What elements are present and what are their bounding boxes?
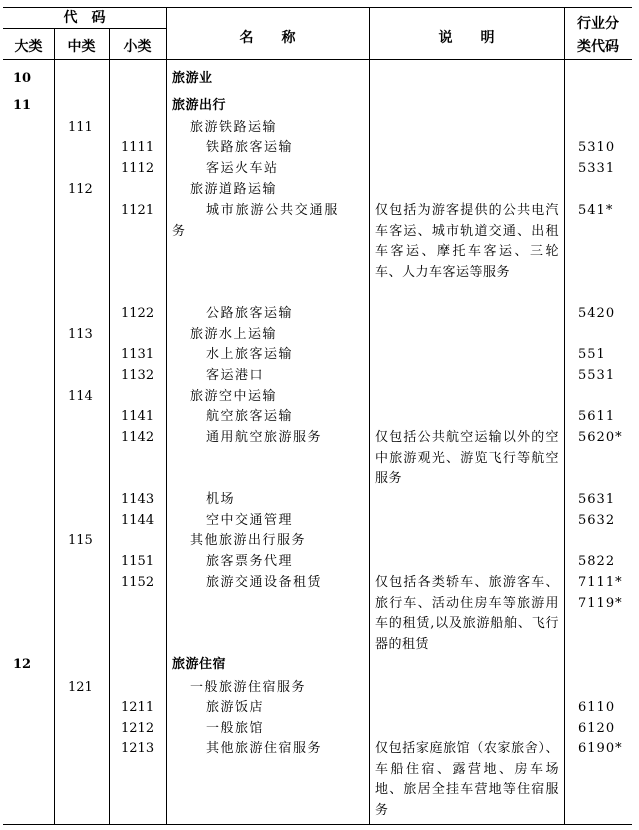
minor-code: 1132 [121, 368, 155, 383]
item-name: 旅游铁路运输 [190, 120, 278, 135]
industry-code: 5620* [578, 430, 623, 445]
industry-code: 5631 [578, 492, 616, 507]
major-code: 11 [13, 98, 32, 113]
industry-code: 5420 [578, 306, 616, 321]
header-major: 大类 [14, 39, 43, 55]
item-name: 旅游业 [172, 71, 213, 86]
middle-code: 112 [68, 182, 93, 197]
minor-code: 1141 [121, 409, 155, 424]
middle-code: 111 [68, 120, 93, 135]
middle-code: 114 [68, 389, 93, 404]
header-desc: 说 明 [438, 30, 495, 46]
item-name: 旅游道路运输 [190, 182, 278, 197]
item-name: 一般旅馆 [206, 721, 265, 736]
industry-code: 5632 [578, 513, 616, 528]
major-code: 10 [13, 71, 32, 86]
item-name: 其他旅游出行服务 [190, 533, 307, 548]
code-header-divider [3, 28, 166, 29]
item-name: 客运港口 [206, 368, 265, 383]
item-name: 旅游交通设备租赁 [206, 575, 323, 590]
industry-code: 6110 [578, 700, 616, 715]
minor-code: 1151 [121, 554, 155, 569]
industry-code: 541* [578, 203, 614, 218]
industry-code: 551 [578, 347, 606, 362]
item-name: 旅游住宿 [172, 657, 227, 672]
minor-code: 1112 [121, 161, 155, 176]
item-name: 通用航空旅游服务 [206, 430, 323, 445]
header-industry-code-2: 类代码 [577, 39, 619, 55]
item-name: 水上旅客运输 [206, 347, 294, 362]
item-name: 旅客票务代理 [206, 554, 294, 569]
col-divider-major [54, 28, 55, 825]
item-name: 旅游水上运输 [190, 327, 278, 342]
col-divider-middle [109, 28, 110, 825]
industry-code: 5611 [578, 409, 616, 424]
item-name: 公路旅客运输 [206, 306, 294, 321]
minor-code: 1212 [121, 721, 155, 736]
industry-code: 6120 [578, 721, 616, 736]
item-name: 城市旅游公共交通服务 [172, 203, 340, 239]
header-bottom-border [3, 59, 632, 60]
item-name: 其他旅游住宿服务 [206, 741, 323, 756]
minor-code: 1152 [121, 575, 155, 590]
minor-code: 1144 [121, 513, 155, 528]
item-description: 仅包括公共航空运输以外的空中旅游观光、游览飞行等航空服务 [375, 430, 559, 487]
industry-code: 7111* 7119* [578, 575, 623, 611]
industry-code: 5310 [578, 140, 616, 155]
item-name: 旅游出行 [172, 98, 227, 113]
minor-code: 1122 [121, 306, 155, 321]
industry-code: 5822 [578, 554, 616, 569]
item-name: 客运火车站 [206, 161, 279, 176]
item-description: 仅包括各类轿车、旅游客车、旅行车、活动住房车等旅游用车的租赁,以及旅游船舶、飞行器的租赁 [375, 575, 559, 652]
header-name: 名 称 [239, 30, 296, 46]
major-code: 12 [13, 657, 32, 672]
header-minor: 小类 [123, 39, 152, 55]
industry-code: 5531 [578, 368, 616, 383]
item-name: 旅游饭店 [206, 700, 265, 715]
item-name: 航空旅客运输 [206, 409, 294, 424]
minor-code: 1213 [121, 741, 155, 756]
col-divider-minor [166, 7, 167, 825]
item-name: 机场 [206, 492, 236, 507]
item-name: 铁路旅客运输 [206, 140, 294, 155]
middle-code: 121 [68, 680, 93, 695]
item-name: 一般旅游住宿服务 [190, 680, 307, 695]
table-bottom-border [3, 824, 632, 825]
col-divider-name [369, 7, 370, 825]
minor-code: 1131 [121, 347, 155, 362]
minor-code: 1143 [121, 492, 155, 507]
item-name: 旅游空中运输 [190, 389, 278, 404]
industry-code: 5331 [578, 161, 616, 176]
col-divider-desc [564, 7, 565, 825]
middle-code: 113 [68, 327, 93, 342]
industry-code: 6190* [578, 741, 623, 756]
item-description: 仅包括家庭旅馆（农家旅舍）、车船住宿、露营地、房车场地、旅居全挂车营地等住宿服务 [375, 741, 559, 818]
minor-code: 1111 [121, 140, 155, 155]
middle-code: 115 [68, 533, 93, 548]
minor-code: 1211 [121, 700, 155, 715]
header-industry-code-1: 行业分 [577, 16, 619, 32]
minor-code: 1142 [121, 430, 155, 445]
header-code: 代 码 [63, 10, 106, 26]
classification-table [3, 7, 632, 825]
item-name: 空中交通管理 [206, 513, 294, 528]
minor-code: 1121 [121, 203, 155, 218]
item-description: 仅包括为游客提供的公共电汽车客运、城市轨道交通、出租车客运、摩托车客运、三轮车、人力车客运等服务 [375, 203, 559, 280]
header-middle: 中类 [67, 39, 96, 55]
